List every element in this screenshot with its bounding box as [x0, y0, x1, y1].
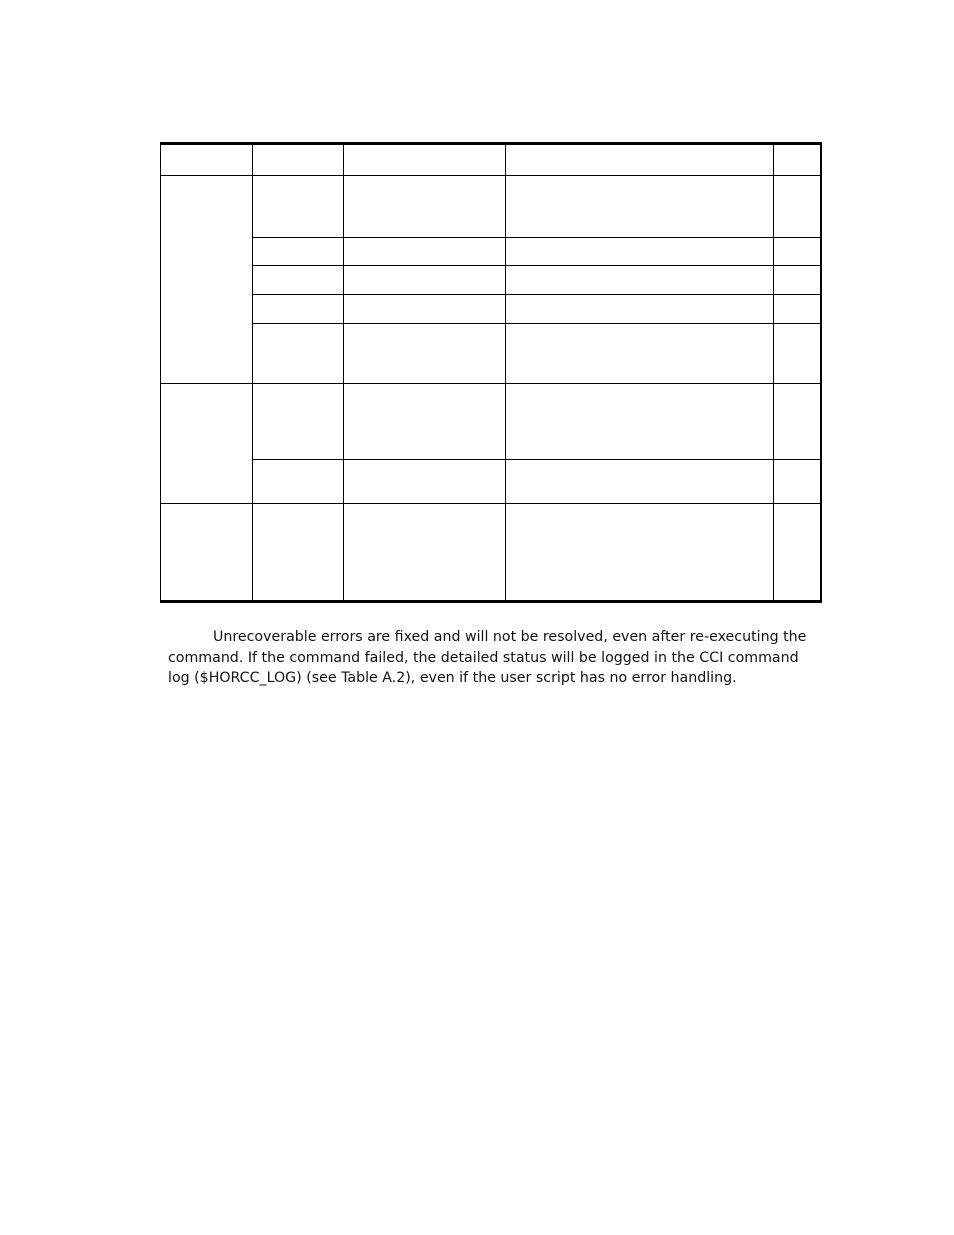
- column-rule: [252, 142, 253, 603]
- empty-table: [160, 142, 822, 604]
- paragraph-text: Unrecoverable errors are fixed and will not be resolved, even after re-executing the command. If the command failed, the detailed status will be logged in the CCI command log ($HORCC_LOG) (see Table A.2), even if the user script has no error handling.: [168, 629, 807, 686]
- row-rule: [252, 459, 822, 460]
- row-rule: [252, 294, 822, 295]
- row-rule: [252, 237, 822, 238]
- row-rule: [252, 265, 822, 266]
- column-rule: [343, 142, 344, 603]
- column-rule: [773, 142, 774, 603]
- row-rule: [160, 175, 822, 176]
- column-rule: [505, 142, 506, 603]
- table-top-rule: [160, 142, 822, 145]
- table-right-rule: [820, 142, 822, 603]
- row-rule: [160, 383, 822, 384]
- row-rule: [252, 323, 822, 324]
- table-bottom-rule: [160, 600, 822, 603]
- body-paragraph: [168, 627, 820, 689]
- row-rule: [160, 503, 822, 504]
- table-left-rule: [160, 142, 161, 603]
